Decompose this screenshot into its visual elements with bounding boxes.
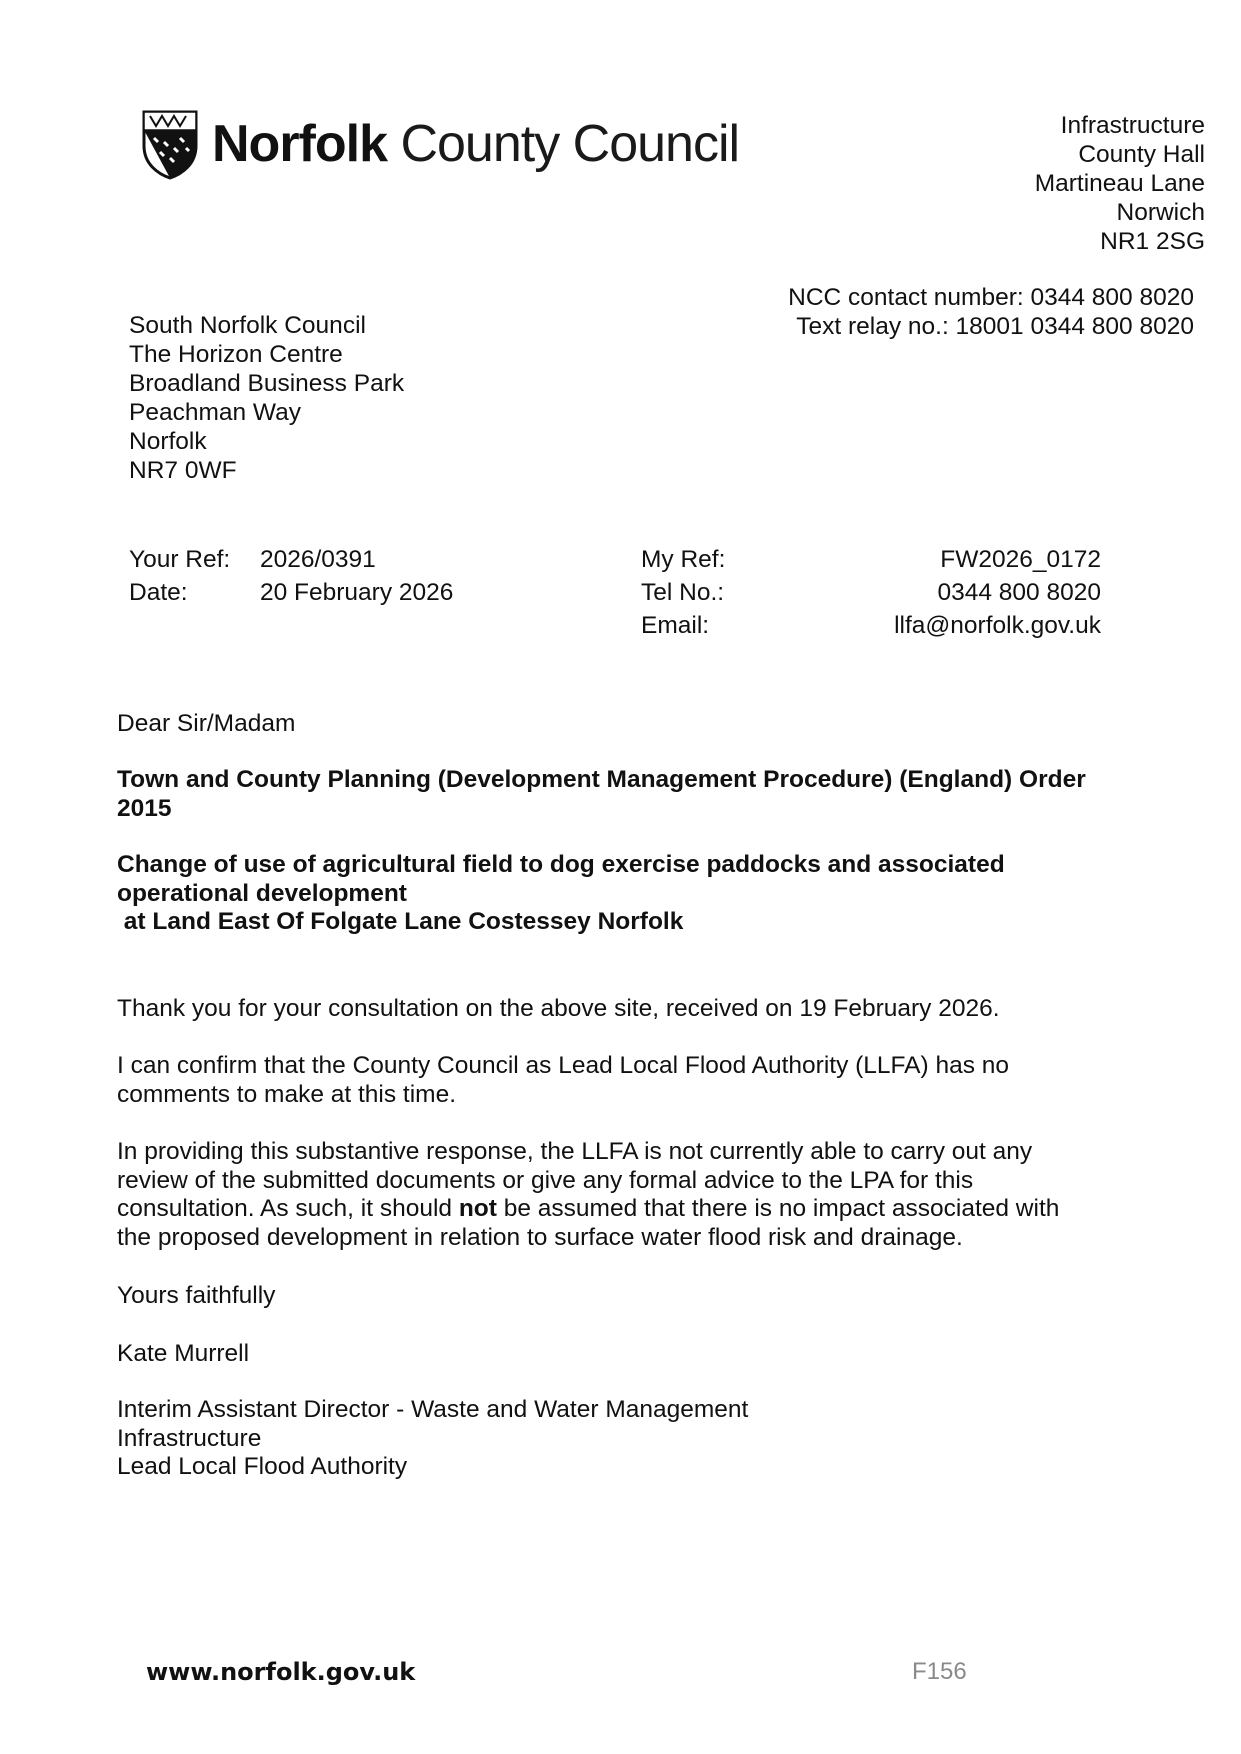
recipient-address bbox=[129, 311, 404, 485]
sender-address-line: Martineau Lane bbox=[1034, 170, 1205, 197]
recipient-address-line: Peachman Way bbox=[129, 399, 302, 426]
recipient-address-line: South Norfolk Council bbox=[129, 312, 366, 339]
norfolk-crest-icon bbox=[140, 108, 200, 180]
paragraph-line bbox=[117, 1195, 1117, 1224]
date-label: Date: bbox=[129, 579, 188, 606]
email-value: llfa@norfolk.gov.uk bbox=[894, 612, 1101, 639]
heading-proposal-line: Change of use of agricultural field to dog exercise paddocks and associated bbox=[117, 851, 1005, 878]
paragraph-thanks: Thank you for your consultation on the above site, received on 19 February 2026. bbox=[117, 995, 1000, 1022]
council-logo bbox=[140, 108, 739, 180]
recipient-address-line: Norfolk bbox=[129, 428, 207, 455]
my-ref-label: My Ref: bbox=[641, 546, 726, 573]
sender-address bbox=[1035, 111, 1205, 256]
tel-value: 0344 800 8020 bbox=[937, 579, 1101, 606]
heading-order-line: 2015 bbox=[117, 794, 172, 822]
footer-website-link[interactable]: www.norfolk.gov.uk bbox=[146, 1658, 416, 1686]
ncc-contact-number: NCC contact number: 0344 800 8020 bbox=[788, 284, 1194, 311]
paragraph-line: In providing this substantive response, the LLFA is not currently able to carry out any bbox=[117, 1138, 1033, 1165]
heading-proposal-line: at Land East Of Folgate Lane Costessey Norfolk bbox=[117, 908, 684, 935]
paragraph-line: review of the submitted documents or give any formal advice to the LPA for this bbox=[117, 1166, 974, 1194]
signatory-title-line: Interim Assistant Director - Waste and Water Management bbox=[117, 1396, 749, 1423]
recipient-address-line: The Horizon Centre bbox=[129, 341, 343, 368]
paragraph-text: be assumed that there is no impact associated with bbox=[496, 1195, 1060, 1222]
paragraph-disclaimer bbox=[117, 1138, 1117, 1252]
heading-proposal bbox=[117, 851, 1117, 937]
council-name-bold: Norfolk bbox=[212, 115, 387, 173]
your-ref-value: 2026/0391 bbox=[260, 546, 376, 573]
council-name bbox=[212, 114, 739, 174]
recipient-address-line: NR7 0WF bbox=[129, 457, 237, 484]
closing: Yours faithfully bbox=[117, 1282, 276, 1309]
salutation: Dear Sir/Madam bbox=[117, 710, 296, 737]
signatory-name: Kate Murrell bbox=[117, 1340, 250, 1367]
paragraph-line: comments to make at this time. bbox=[117, 1080, 457, 1108]
heading-order bbox=[117, 766, 1117, 823]
paragraph-text: consultation. As such, it should bbox=[117, 1195, 459, 1222]
signatory-title bbox=[117, 1396, 1117, 1482]
date-value: 20 February 2026 bbox=[260, 579, 454, 606]
text-relay-number: Text relay no.: 18001 0344 800 8020 bbox=[796, 313, 1194, 340]
heading-proposal-line: operational development bbox=[117, 879, 407, 907]
sender-address-line: Norwich bbox=[1116, 199, 1205, 226]
sender-address-line: Infrastructure bbox=[1060, 112, 1205, 139]
council-name-rest: County Council bbox=[400, 115, 740, 173]
paragraph-confirmation bbox=[117, 1052, 1117, 1109]
form-code: F156 bbox=[912, 1658, 967, 1685]
recipient-address-line: Broadland Business Park bbox=[129, 370, 405, 397]
sender-address-line: County Hall bbox=[1078, 141, 1205, 168]
email-label: Email: bbox=[641, 612, 710, 639]
tel-label: Tel No.: bbox=[641, 579, 725, 606]
sender-address-line: NR1 2SG bbox=[1100, 228, 1205, 255]
paragraph-line: the proposed development in relation to surface water flood risk and drainage. bbox=[117, 1223, 963, 1251]
contact-block bbox=[788, 283, 1194, 341]
signatory-title-line: Lead Local Flood Authority bbox=[117, 1453, 408, 1480]
paragraph-line: I can confirm that the County Council as Lead Local Flood Authority (LLFA) has no bbox=[117, 1052, 1010, 1079]
your-ref-label: Your Ref: bbox=[129, 546, 231, 573]
heading-order-line: Town and County Planning (Development Management Procedure) (England) Order bbox=[117, 766, 1086, 793]
emphasis-not: not bbox=[458, 1195, 497, 1222]
my-ref-value: FW2026_0172 bbox=[940, 546, 1101, 573]
signatory-title-line: Infrastructure bbox=[117, 1424, 262, 1452]
